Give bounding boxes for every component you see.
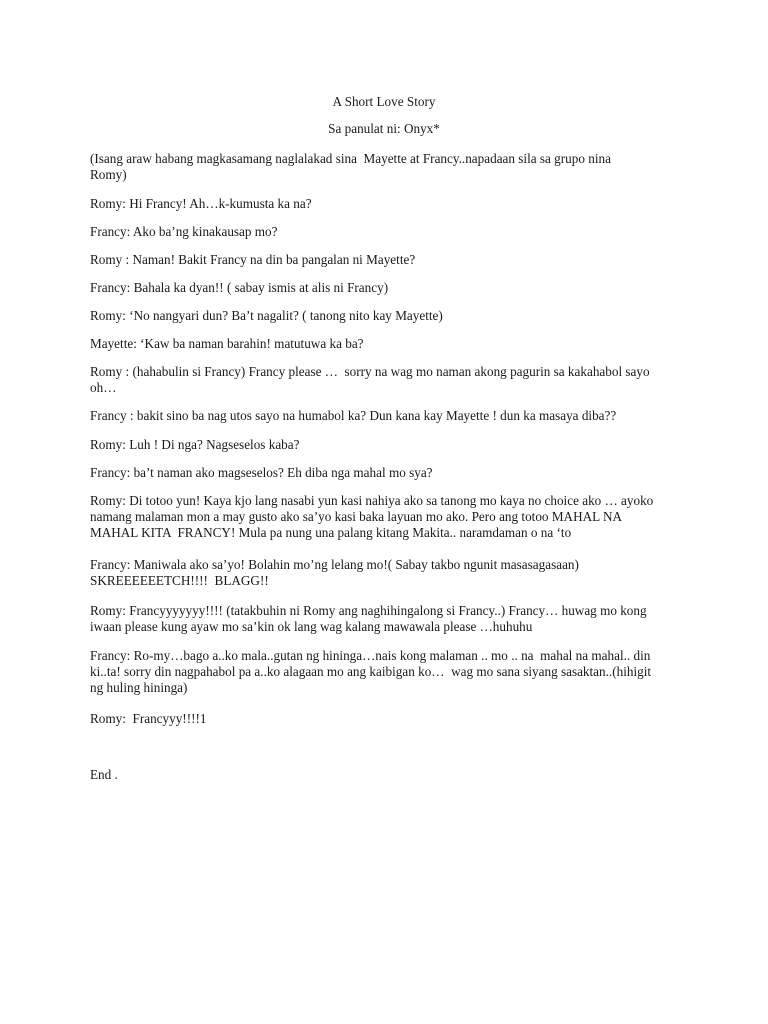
paragraph-line: ki..ta! sorry din nagpahabol pa a..ko alagaan mo ang kaibigan ko… wag mo sana siyang sasaktan..(hihigit <box>90 664 652 679</box>
dialogue-line <box>90 308 690 324</box>
dialogue-line <box>90 280 690 296</box>
dialogue-line <box>90 493 690 541</box>
paragraph-line: Francy: Ro-my…bago a..ko mala..gutan ng hininga…nais kong malaman .. mo .. na mahal na mahal.. din <box>90 648 651 663</box>
paragraph-line: Romy: ‘No nangyari dun? Ba’t nagalit? ( tanong nito kay Mayette) <box>90 308 443 323</box>
paragraph-line: oh… <box>90 380 117 395</box>
paragraph-line: ng huling hininga) <box>90 680 188 695</box>
dialogue-line <box>90 196 690 212</box>
paragraph-line: MAHAL KITA FRANCY! Mula pa nung una palang kitang Makita.. naramdaman o na ‘to <box>90 525 572 540</box>
dialogue-line <box>90 648 690 696</box>
paragraph-line: (Isang araw habang magkasamang naglalakad sina Mayette at Francy..napadaan sila sa grupo nina <box>90 151 611 166</box>
dialogue-line <box>90 465 690 481</box>
paragraph-line: Mayette: ‘Kaw ba naman barahin! matutuwa ka ba? <box>90 336 364 351</box>
story-byline: Sa panulat ni: Onyx* <box>328 121 440 136</box>
story-end: End . <box>90 767 118 782</box>
paragraph-line: Francy: Maniwala ako sa’yo! Bolahin mo’ng lelang mo!( Sabay takbo ngunit masasagasaan) <box>90 557 579 572</box>
dialogue-line <box>90 364 690 396</box>
paragraph-line: Francy: ba’t naman ako magseselos? Eh diba nga mahal mo sya? <box>90 465 433 480</box>
paragraph-line: SKREEEEEETCH!!!! BLAGG!! <box>90 573 269 588</box>
dialogue-line <box>90 603 690 635</box>
paragraph-line: Romy) <box>90 167 127 182</box>
paragraph-line: Francy: Bahala ka dyan!! ( sabay ismis at alis ni Francy) <box>90 280 389 295</box>
paragraph-line: Romy: Francyyyyyyy!!!! (tatakbuhin ni Romy ang naghihingalong si Francy..) Francy… huwag mo kong <box>90 603 647 618</box>
paragraph-line: Romy: Luh ! Di nga? Nagseselos kaba? <box>90 437 300 452</box>
dialogue-line <box>90 224 690 240</box>
story-title: A Short Love Story <box>332 94 436 109</box>
dialogue-line <box>90 437 690 453</box>
story-paragraph <box>90 151 690 183</box>
paragraph-line: iwaan please kung ayaw mo sa’kin ok lang wag kalang mawawala please …huhuhu <box>90 619 533 634</box>
paragraph-line: Romy: Francyyy!!!!1 <box>90 711 207 726</box>
paragraph-line: Romy: Hi Francy! Ah…k-kumusta ka na? <box>90 196 312 211</box>
paragraph-line: namang malaman mon a may gusto ako sa’yo kasi baka layuan mo ako. Pero ang totoo MAHAL NA <box>90 509 623 524</box>
paragraph-line: Francy : bakit sino ba nag utos sayo na humabol ka? Dun kana kay Mayette ! dun ka masaya diba?? <box>90 408 617 423</box>
dialogue-line <box>90 711 690 727</box>
dialogue-line <box>90 557 690 589</box>
dialogue-line <box>90 252 690 268</box>
paragraph-line: Romy : Naman! Bakit Francy na din ba pangalan ni Mayette? <box>90 252 416 267</box>
paragraph-line: Romy : (hahabulin si Francy) Francy please … sorry na wag mo naman akong pagurin sa kakahabol sayo <box>90 364 650 379</box>
paragraph-line: Francy: Ako ba’ng kinakausap mo? <box>90 224 278 239</box>
dialogue-line <box>90 408 690 424</box>
dialogue-line <box>90 336 690 352</box>
paragraph-line: Romy: Di totoo yun! Kaya kjo lang nasabi yun kasi nahiya ako sa tanong mo kaya no choice ako … ayoko <box>90 493 654 508</box>
